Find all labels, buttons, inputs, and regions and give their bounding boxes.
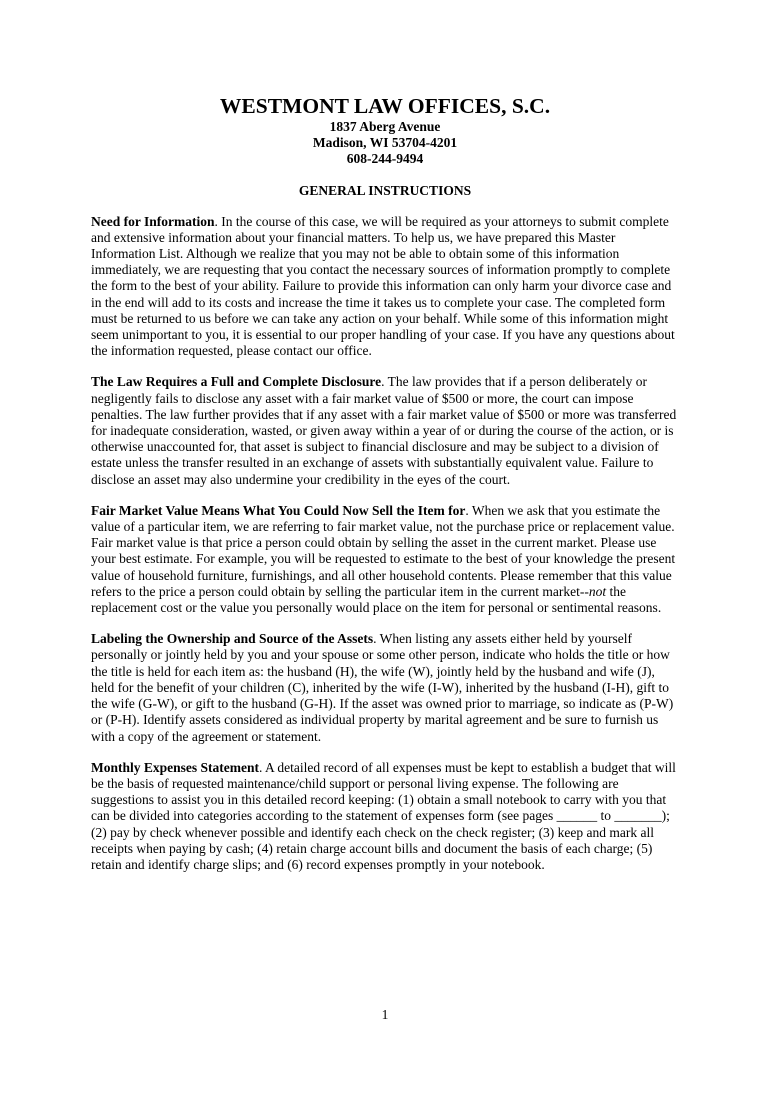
sections-container [91,214,679,874]
section-body: . When we ask that you estimate the value of a particular item, we are referring to fair market value, not the purchase price or replacement value. Fair market value is that price a person could obtain by selling the asset in the current market. Please use your best estimate. For example, you will be requested to estimate to the best of your knowledge the present value of household furniture, furnishings, and all other household contents. Please remember that this value refers to the price a person could obtain by selling the particular item in the current market-- [91,502,676,599]
section-need-for-information [91,214,679,360]
section-body: . A detailed record of all expenses must be kept to establish a budget that will be the basis of requested maintenance/child support or personal living expense. The following are suggestions to assist you in this detailed record keeping: (1) obtain a small notebook to carry with you that can be divided into categories according to the statement of expenses form (see pages ______ to _______); (2) pay by check whenever possible and identify each check on the check register; (3) keep and mark all receipts when paying by cash; (4) retain charge account bills and document the basis of each charge; (5) retain and identify charge slips; and (6) record expenses promptly in your notebook. [91,759,676,872]
section-fair-market-value [91,503,679,616]
section-title: Fair Market Value Means What You Could Now Sell the Item for [91,502,466,518]
section-full-disclosure [91,374,679,487]
section-body-italic: not [588,583,607,599]
section-labeling-ownership [91,631,679,744]
section-body: . When listing any assets either held by yourself personally or jointly held by you and your spouse or some other person, indicate who holds the title or how the title is held for each item as: the husband (H), the wife (W), jointly held by the husband and wife (J), held for the benefit of your children (C), inherited by the wife (I-W), inherited by the husband (I-H), gift to the wife (G-W), or gift to the husband (G-H). If the asset was owned prior to marriage, so indicate as (P-W) or (P-H). Identify assets considered as individual property by marital agreement and be sure to furnish us with a copy of the agreement or statement. [91,631,674,744]
document-page [0,93,770,1117]
section-body: . The law provides that if a person deliberately or negligently fails to disclose any asset with a fair market value of $500 or more, the court can impose penalties. The law further provides that if any asset with a fair market value of $500 or more was transferred for inadequate consideration, wasted, or given away within a year of or during the course of the action, or is otherwise unaccounted for, that asset is subject to financial disclosure and may be subject to a division of estate unless the transfer resulted in an exchange of assets with substantially equivalent value. Failure to disclose an asset may also undermine your credibility in the eyes of the court. [91,374,677,487]
section-body-continued: the replacement cost or the value you personally would place on the item for personal or sentimental reasons. [91,583,662,616]
section-title: The Law Requires a Full and Complete Disclosure [91,374,382,390]
section-title: Monthly Expenses Statement [91,759,259,775]
firm-name: WESTMONT LAW OFFICES, S.C. [219,94,551,118]
firm-address [91,119,679,168]
section-body: . In the course of this case, we will be required as your attorneys to submit complete and extensive information about your financial matters. To help us, we have prepared this Master Information List. Although we realize that you may not be able to obtain some of this information immediately, we are requesting that you contact the necessary sources of information promptly to complete the form to the best of your ability. Failure to provide this information can only harm your divorce case and in the end will add to its costs and increase the time it takes us to complete your case. The completed form must be returned to us before we can take any action on your behalf. While some of this information might seem unimportant to you, it is essential to our proper handling of your case. If you have any questions about the information requested, please contact our office. [91,213,675,359]
section-monthly-expenses [91,760,679,873]
section-title: Labeling the Ownership and Source of the Assets [91,631,374,647]
address-line-1: 1837 Aberg Avenue [329,119,441,134]
page-number: 1 [381,1007,389,1022]
section-title: Need for Information [91,213,215,229]
phone-number: 608-244-9494 [346,151,424,167]
instructions-title: GENERAL INSTRUCTIONS [298,182,472,198]
address-line-2: Madison, WI 53704-4201 [312,135,458,151]
letterhead [91,93,679,168]
